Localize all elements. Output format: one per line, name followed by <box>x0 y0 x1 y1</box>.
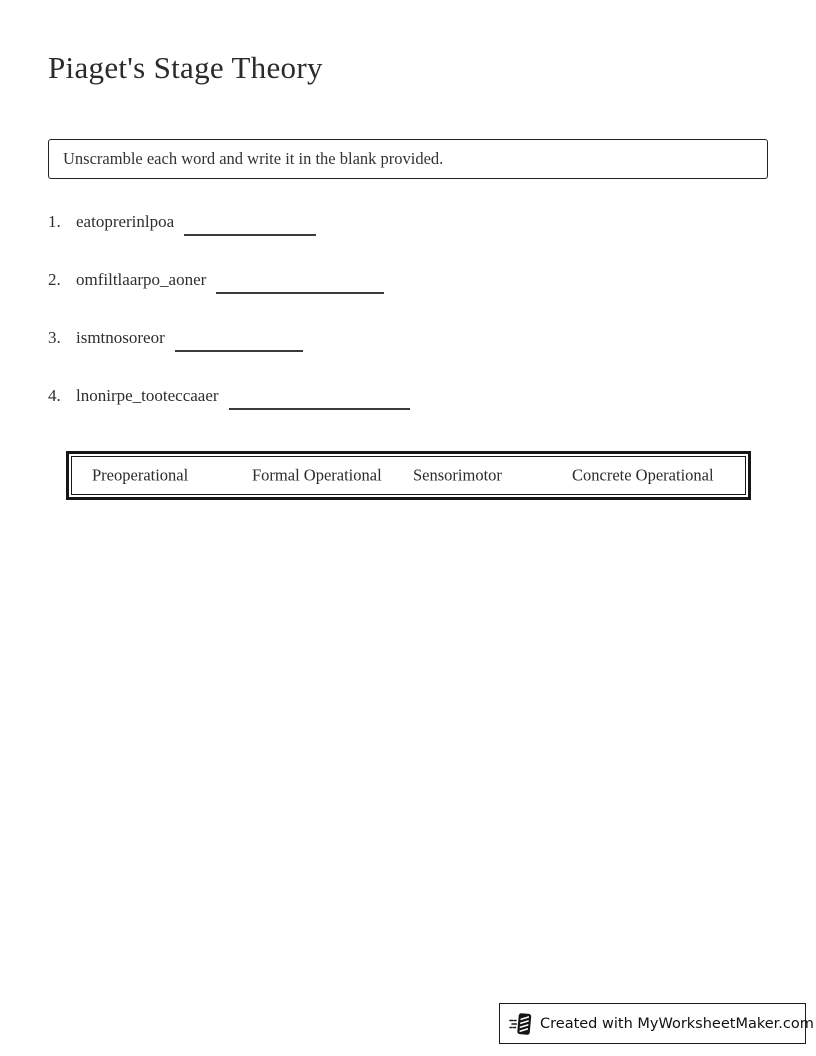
scrambled-word: lnonirpe_tooteccaaer <box>76 386 219 405</box>
answer-blank[interactable] <box>216 291 384 294</box>
question-row <box>48 270 410 287</box>
instructions-box <box>48 139 768 179</box>
question-number: 3. <box>48 328 61 347</box>
word-bank-inner-border <box>71 456 746 495</box>
page-title: Piaget's Stage Theory <box>48 50 323 85</box>
word-bank-word: Sensorimotor <box>413 465 502 485</box>
scrambled-word: eatoprerinlpoa <box>76 212 175 231</box>
word-bank-word: Formal Operational <box>252 465 382 485</box>
answer-blank[interactable] <box>229 407 410 410</box>
question-number: 2. <box>48 270 61 289</box>
instructions-text: Unscramble each word and write it in the blank provided. <box>63 149 444 168</box>
answer-blank[interactable] <box>175 349 303 352</box>
question-row <box>48 212 410 229</box>
credit-badge[interactable] <box>499 1003 814 1044</box>
myworksheetmaker-logo-icon <box>509 1011 533 1037</box>
question-row <box>48 328 410 345</box>
scrambled-word: omfiltlaarpo_aoner <box>76 270 207 289</box>
question-list <box>48 212 410 444</box>
question-number: 4. <box>48 386 61 405</box>
word-bank-word: Concrete Operational <box>572 465 714 485</box>
question-row <box>48 386 410 403</box>
answer-blank[interactable] <box>184 233 316 236</box>
word-bank-word: Preoperational <box>92 465 189 485</box>
question-number: 1. <box>48 212 61 231</box>
scrambled-word: ismtnosoreor <box>76 328 165 347</box>
word-bank-box <box>66 451 751 500</box>
credit-text: Created with MyWorksheetMaker.com <box>540 1015 814 1032</box>
